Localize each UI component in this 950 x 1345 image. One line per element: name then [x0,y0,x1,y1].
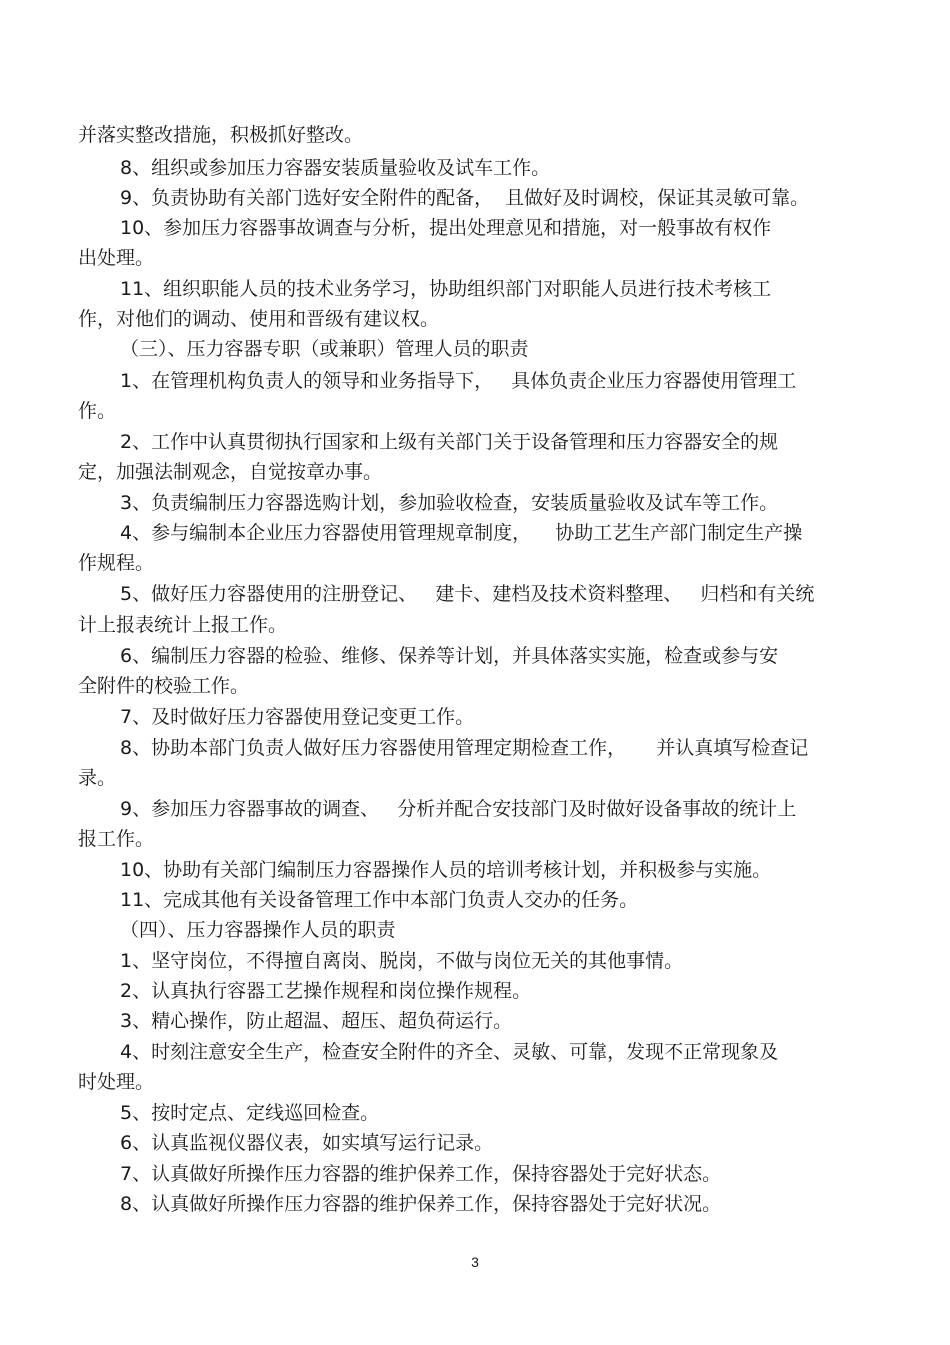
text-line: 1、坚守岗位，不得擅自离岗、脱岗，不做与岗位无关的其他事情。 [120,950,684,972]
text-line: 10、协助有关部门编制压力容器操作人员的培训考核计划，并积极参与实施。 [120,859,772,881]
text-line: 3、精心操作，防止超温、超压、超负荷运行。 [120,1010,513,1032]
text-line: 出处理。 [78,247,155,269]
text-line: 4、时刻注意安全生产，检查安全附件的齐全、灵敏、可靠，发现不正常现象及 [120,1041,779,1063]
text-line: 6、认真监视仪器仪表，如实填写运行记录。 [120,1132,494,1154]
text-line: 并落实整改措施，积极抓好整改。 [78,124,364,146]
text-line: 录。 [78,767,117,789]
text-line: 11、完成其他有关设备管理工作中本部门负责人交办的任务。 [120,889,639,911]
text-line: 10、参加压力容器事故调查与分析，提出处理意见和措施，对一般事故有权作 [120,217,772,239]
text-line: 7、及时做好压力容器使用登记变更工作。 [120,706,475,728]
text-line: 9、参加压力容器事故的调查、 分析并配合安技部门及时做好设备事故的统计上 [120,798,797,820]
page-number: 3 [471,1254,479,1270]
text-line: 11、组织职能人员的技术业务学习，协助组织部门对职能人员进行技术考核工 [120,278,772,300]
text-line: 8、协助本部门负责人做好压力容器使用管理定期检查工作， 并认真填写检查记 [120,737,809,759]
text-line: 定，加强法制观念，自觉按章办事。 [78,461,383,483]
text-line: 作规程。 [78,552,155,574]
text-line: 全附件的校验工作。 [78,675,250,697]
text-line: 报工作。 [78,828,155,850]
section-heading: （四）、压力容器操作人员的职责 [120,919,396,941]
text-line: 4、参与编制本企业压力容器使用管理规章制度， 协助工艺生产部门制定生产操 [120,522,803,544]
text-line: 6、编制压力容器的检验、维修、保养等计划，并具体落实实施，检查或参与安 [120,645,779,667]
text-line: 作。 [78,400,117,422]
text-line: 8、认真做好所操作压力容器的维护保养工作，保持容器处于完好状况。 [120,1193,722,1215]
text-line: 2、认真执行容器工艺操作规程和岗位操作规程。 [120,980,532,1002]
text-line: 作，对他们的调动、使用和晋级有建议权。 [78,308,440,330]
section-heading: （三）、压力容器专职（或兼职）管理人员的职责 [120,338,529,360]
text-line: 1、在管理机构负责人的领导和业务指导下， 具体负责企业压力容器使用管理工 [120,370,797,392]
text-line: 5、做好压力容器使用的注册登记、 建卡、建档及技术资料整理、 归档和有关统 [120,583,815,605]
text-line: 时处理。 [78,1071,155,1093]
text-line: 9、负责协助有关部门选好安全附件的配备， 且做好及时调校，保证其灵敏可靠。 [120,187,810,209]
text-line: 2、工作中认真贯彻执行国家和上级有关部门关于设备管理和压力容器安全的规 [120,431,779,453]
text-line: 7、认真做好所操作压力容器的维护保养工作，保持容器处于完好状态。 [120,1163,722,1185]
text-line: 8、组织或参加压力容器安装质量验收及试车工作。 [120,157,551,179]
text-line: 计上报表统计上报工作。 [78,614,288,636]
text-line: 3、负责编制压力容器选购计划，参加验收检查，安装质量验收及试车等工作。 [120,492,779,514]
text-line: 5、按时定点、定线巡回检查。 [120,1102,380,1124]
